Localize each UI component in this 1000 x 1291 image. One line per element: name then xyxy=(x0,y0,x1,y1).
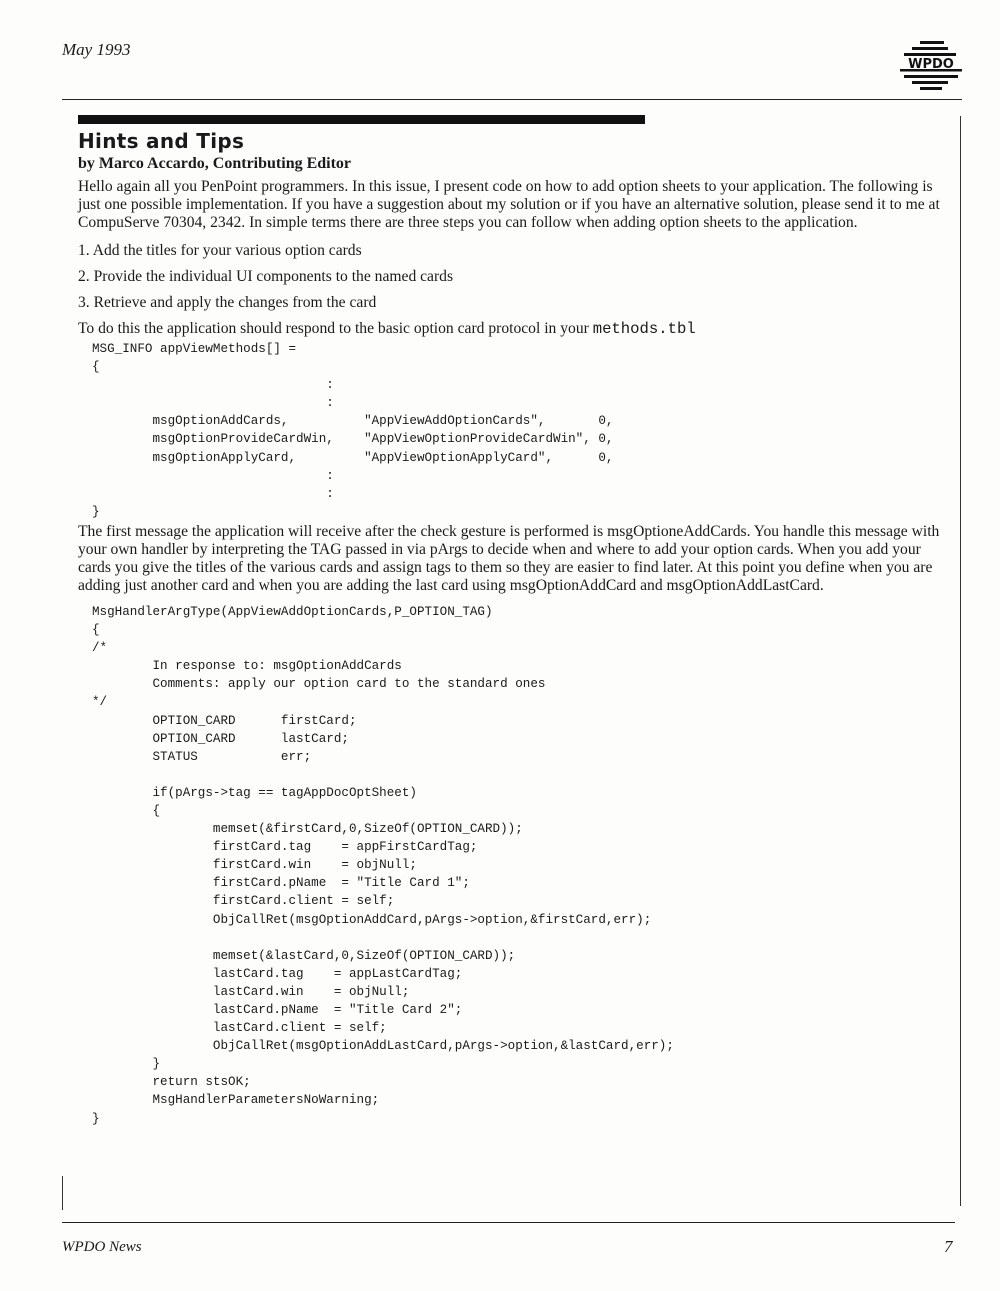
tag-term: TAG xyxy=(310,540,342,558)
steps-list xyxy=(78,242,944,312)
text-run: . xyxy=(819,576,824,594)
article xyxy=(78,128,944,1128)
wpdo-logo xyxy=(898,40,964,90)
text-run: passed in via xyxy=(341,540,430,558)
pargs-term: pArgs xyxy=(429,540,468,558)
text-run: The first message the application will receive after the check gesture is performed is xyxy=(78,522,608,540)
methods-code-block: MSG_INFO appViewMethods[] = { : : msgOptionAddCards, "AppViewAddOptionCards", 0, msgOptionProvideCardWin, "AppViewOptionProvideCardWin", 0, msgOptionApplyCard, "AppViewOptionApplyCard", 0, : : } xyxy=(92,342,614,519)
text-run: . You handle this message with your own handler by interpreting the xyxy=(78,522,940,558)
frame-left-border xyxy=(62,1176,63,1210)
footer-rule xyxy=(62,1222,955,1223)
message-name: msgOptioneAddCards xyxy=(607,522,747,540)
page-number: 7 xyxy=(944,1237,953,1256)
issue-date: May 1993 xyxy=(62,40,131,59)
message-name: msgOptionAddCard xyxy=(509,576,637,594)
list-item: 2. Provide the individual UI components to the named cards xyxy=(78,268,454,285)
protocol-paragraph xyxy=(78,320,944,338)
text-run: to decide when and where to add your option cards. When you add your cards you give the titles of the various cards and assign tags to them so they are easier to find later. At this point you define when you are adding just another card and when you are adding the last card using xyxy=(78,540,933,594)
publication-name: WPDO News xyxy=(62,1239,142,1255)
methods-filename: methods.tbl xyxy=(592,320,696,338)
handler-code-block: MsgHandlerArgType(AppViewAddOptionCards,P_OPTION_TAG) { /* In response to: msgOptionAddCards Comments: apply our option card to the standard ones */ OPTION_CARD firstCard; OPTION_CARD lastCard; STATUS err; if(pArgs->tag == tagAppDocOptSheet) { memset(&firstCard,0,SizeOf(OPTION_CARD)); firstCard.tag = appFirstCardTag; firstCard.win = objNull; firstCard.pName = "Title Card 1"; firstCard.client = self; ObjCallRet(msgOptionAddCard,pArgs->option,&firstCard,err); memset(&lastCard,0,SizeOf(OPTION_CARD)); lastCard.tag = appLastCardTag; lastCard.win = objNull; lastCard.pName = "Title Card 2"; lastCard.client = self; ObjCallRet(msgOptionAddLastCard,pArgs->option,&lastCard,err); } return stsOK; MsgHandlerParametersNoWarning; } xyxy=(92,604,674,1126)
header-rule xyxy=(62,99,962,100)
list-item: 3. Retrieve and apply the changes from the card xyxy=(78,294,377,311)
text-run: and xyxy=(636,576,667,594)
svg-text:WPDO: WPDO xyxy=(908,57,954,72)
frame-right-border xyxy=(960,116,961,1206)
handler-paragraph xyxy=(78,523,944,595)
intro-paragraph: Hello again all you PenPoint programmers. In this issue, I present code on how to add option sheets to your application. The following is just one possible implementation. If you have a suggestion about my solution or if you have an alternative solution, please send it to me at CompuServe 70304, 2342. In simple terms there are three steps you can follow when adding option sheets to the application. xyxy=(78,178,940,231)
message-name: msgOptionAddLastCard xyxy=(666,576,820,594)
title-bar xyxy=(78,115,645,124)
article-byline: by Marco Accardo, Contributing Editor xyxy=(78,155,352,172)
protocol-text: To do this the application should respond to the basic option card protocol in your xyxy=(78,320,593,337)
article-title: Hints and Tips xyxy=(78,129,245,153)
list-item: 1. Add the titles for your various option cards xyxy=(78,242,362,259)
